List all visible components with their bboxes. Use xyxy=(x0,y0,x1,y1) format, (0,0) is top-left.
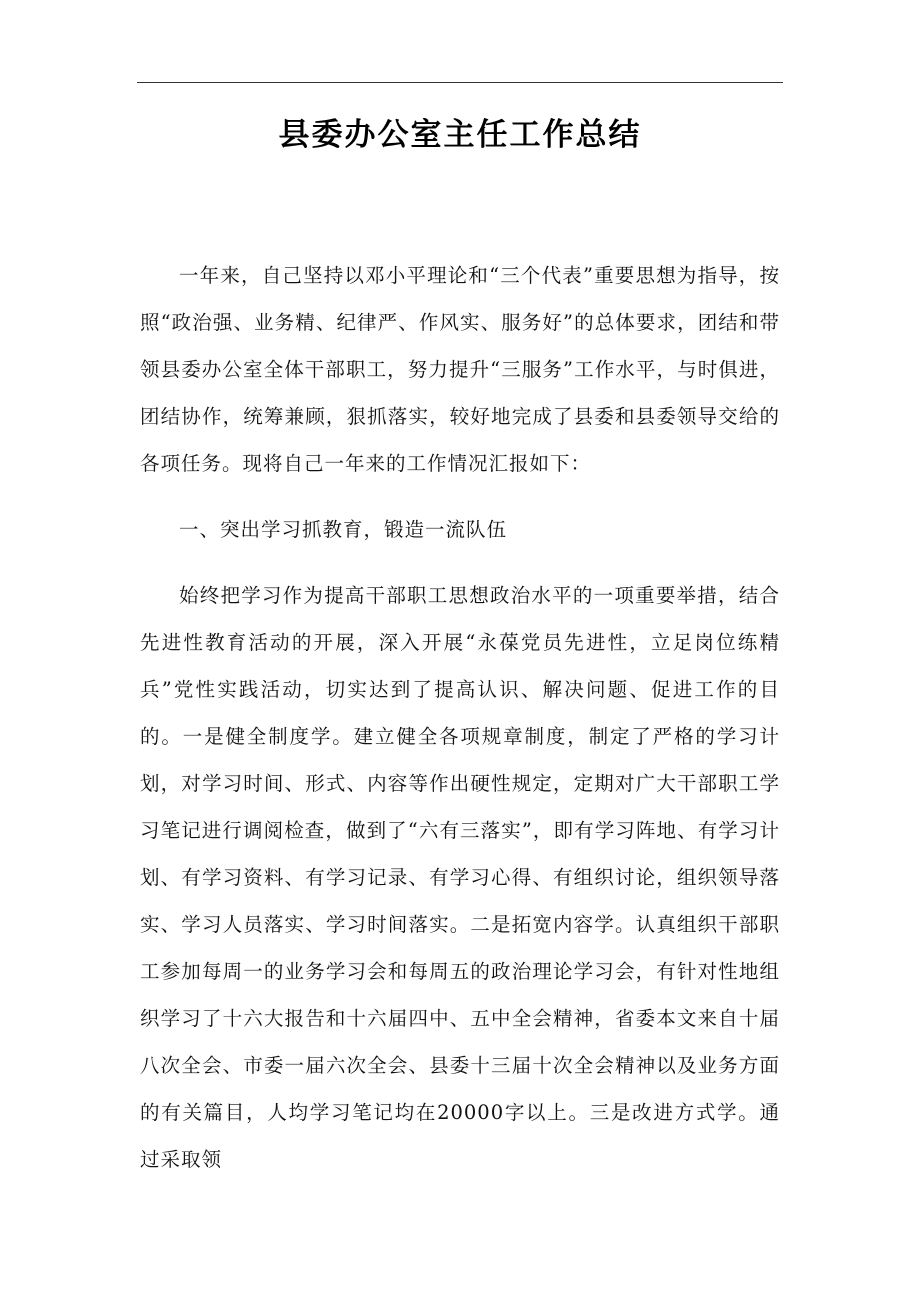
document-body xyxy=(140,252,780,1183)
header-rule xyxy=(137,82,783,83)
section-1-paragraph: 始终把学习作为提高干部职工思想政治水平的一项重要举措，结合先进性教育活动的开展，深入开展“永葆党员先进性，立足岗位练精兵”党性实践活动，切实达到了提高认识、解决问题、促进工作的目的。一是健全制度学。建立健全各项规章制度，制定了严格的学习计划，对学习时间、形式、内容等作出硬性规定，定期对广大干部职工学习笔记进行调阅检查，做到了“六有三落实”，即有学习阵地、有学习计划、有学习资料、有学习记录、有学习心得、有组织讨论，组织领导落实、学习人员落实、学习时间落实。二是拓宽内容学。认真组织干部职工参加每周一的业务学习会和每周五的政治理论学习会，有针对性地组织学习了十六大报告和十六届四中、五中全会精神，省委本文来自十届八次全会、市委一届六次全会、县委十三届十次全会精神以及业务方面的有关篇目，人均学习笔记均在20000字以上。三是改进方式学。通过采取领 xyxy=(140,584,780,1171)
document-title: 县委办公室主任工作总结 xyxy=(278,117,642,153)
section-heading-1: 一、突出学习抓教育，锻造一流队伍 xyxy=(179,518,508,541)
intro-paragraph: 一年来，自己坚持以邓小平理论和“三个代表”重要思想为指导，按照“政治强、业务精、纪律严、作风实、服务好”的总体要求，团结和带领县委办公室全体干部职工，努力提升“三服务”工作水平，与时俱进，团结协作，统筹兼顾，狠抓落实，较好地完成了县委和县委领导交给的各项任务。现将自己一年来的工作情况汇报如下： xyxy=(140,264,780,475)
